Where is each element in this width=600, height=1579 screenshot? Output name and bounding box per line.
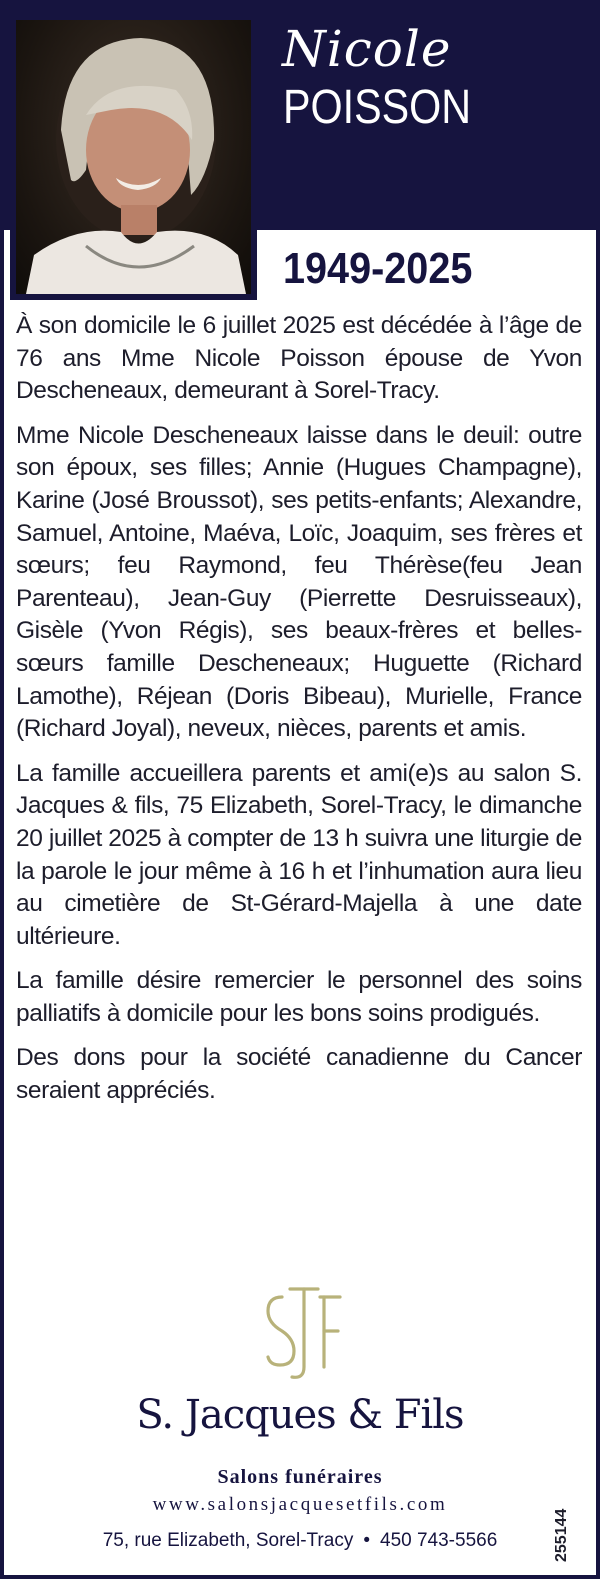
ad-code: 255144 xyxy=(553,1508,570,1562)
brand-subtitle: Salons funéraires xyxy=(217,1466,383,1488)
contact-line xyxy=(0,1530,600,1552)
website-link[interactable]: www.salonsjacquesetfils.com xyxy=(152,1494,448,1515)
paragraph-survivors: Mme Nicole Descheneaux laisse dans le deuil: outre son époux, ses filles; Annie (Hugues Champagne), Karine (José Broussot), ses petits-enfants; Alexandre, Samuel, Antoine, Maéva, Loïc, Joaquim, ses frères et sœurs; feu Raymond, feu Thérèse(feu Jean Parenteau), Jean-Guy (Pierrette Desruisseaux), Gisèle (Yvon Régis), ses beaux-frères et belles-sœurs famille Descheneaux; Huguette (Richard Lamothe), Réjean (Doris Bibeau), Murielle, France (Richard Joyal), neveux, nièces, parents et amis. xyxy=(16,421,582,743)
obituary-text xyxy=(16,310,582,1120)
paragraph-donations: Des dons pour la société canadienne du Cancer seraient appréciés. xyxy=(16,1044,582,1105)
paragraph-death-notice: À son domicile le 6 juillet 2025 est décédée à l’âge de 76 ans Mme Nicole Poisson épouse de Yvon Descheneaux, demeurant à Sorel-Tracy. xyxy=(16,312,582,405)
last-name: POISSON xyxy=(283,81,472,134)
portrait-photo xyxy=(10,14,257,300)
phone-number[interactable]: 450 743-5566 xyxy=(380,1530,498,1551)
street-address: 75, rue Elizabeth, Sorel-Tracy xyxy=(102,1530,354,1551)
first-name: Nicole xyxy=(282,20,452,78)
sjf-monogram-logo xyxy=(262,1287,346,1383)
paragraph-thanks: La famille désire remercier le personnel des soins palliatifs à domicile pour les bons soins prodigués. xyxy=(16,967,582,1027)
brand-name: S. Jacques & Fils xyxy=(136,1392,464,1438)
bullet-separator: • xyxy=(363,1530,370,1551)
life-years: 1949-2025 xyxy=(283,244,473,293)
paragraph-funeral-details: La famille accueillera parents et ami(e)s au salon S. Jacques & fils, 75 Elizabeth, Sorel-Tracy, le dimanche 20 juillet 2025 à compter de 13 h suivra une liturgie de la parole le jour même à 16 h et l’inhumation aura lieu au cimetière de St-Gérard-Majella à une date ultérieure. xyxy=(16,759,582,950)
portrait-photo-icon xyxy=(16,20,251,294)
